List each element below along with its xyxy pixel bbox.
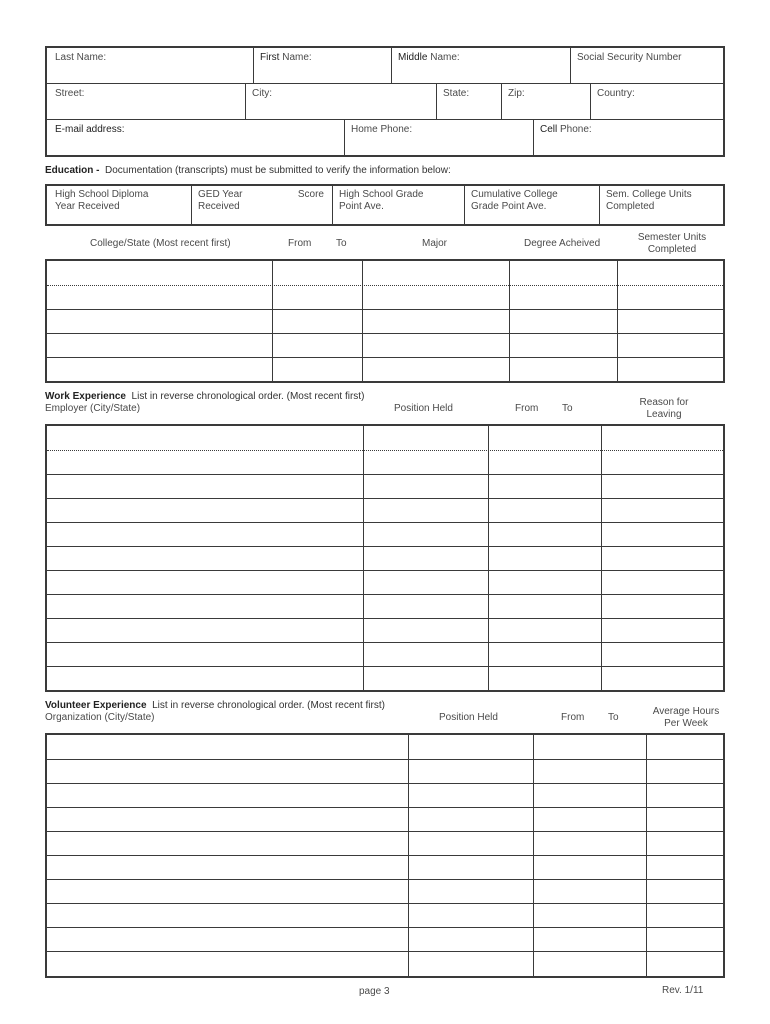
college-gpa-field[interactable] (465, 186, 599, 224)
table-row[interactable] (47, 904, 723, 927)
from-column-header: From (288, 238, 312, 249)
college-gpa-label: Cumulative College Grade Point Ave. (471, 189, 558, 212)
street-label: Street: (55, 88, 85, 99)
to-column-header: To (336, 238, 347, 249)
hours-column-header: Average Hours Per Week (652, 706, 720, 729)
last-name-label: Last Name: (55, 52, 107, 63)
from-column-header: From (515, 403, 539, 414)
table-row[interactable] (47, 310, 723, 333)
score-label: Score (297, 189, 324, 200)
table-row[interactable] (47, 547, 723, 570)
table-row[interactable] (47, 499, 723, 522)
table-row[interactable] (47, 832, 723, 855)
first-name-field[interactable] (254, 48, 391, 83)
home-phone-label: Home Phone: (351, 124, 413, 135)
table-row[interactable] (47, 475, 723, 498)
table-row[interactable] (47, 523, 723, 546)
email-label: E-mail address: (55, 124, 125, 135)
table-row[interactable] (47, 643, 723, 666)
table-row[interactable] (47, 760, 723, 783)
table-row[interactable] (47, 595, 723, 618)
degree-column-header: Degree Acheived (524, 238, 601, 249)
middle-name-label: Middle Name: (398, 52, 460, 63)
education-summary-box (45, 184, 725, 226)
table-row[interactable] (47, 451, 723, 474)
table-row[interactable] (47, 928, 723, 951)
volunteer-table (45, 733, 725, 978)
hs-diploma-label: High School Diploma Year Received (55, 189, 149, 212)
country-label: Country: (597, 88, 635, 99)
revision-label: Rev. 1/11 (662, 985, 704, 996)
page-number: page 3 (359, 986, 390, 997)
table-row[interactable] (47, 856, 723, 879)
ssn-label: Social Security Number (577, 52, 682, 63)
college-units-field[interactable] (600, 186, 723, 224)
table-row[interactable] (47, 808, 723, 831)
state-field[interactable] (437, 84, 501, 119)
volunteer-heading: Volunteer Experience List in reverse chronological order. (Most recent first) (45, 700, 385, 711)
ged-label: GED Year Received (198, 189, 243, 212)
hs-gpa-label: High School Grade Point Ave. (339, 189, 424, 212)
personal-info-box (45, 46, 725, 157)
state-label: State: (443, 88, 470, 99)
from-column-header: From (561, 712, 585, 723)
education-heading: Education - Documentation (transcripts) must be submitted to verify the information below: (45, 165, 451, 176)
ged-field[interactable] (192, 186, 332, 224)
position-column-header: Position Held (439, 712, 498, 723)
table-row[interactable] (47, 784, 723, 807)
organization-column-header: Organization (City/State) (45, 712, 155, 723)
college-units-label: Sem. College Units Completed (606, 189, 692, 212)
table-row[interactable] (47, 735, 723, 759)
table-row[interactable] (47, 261, 723, 285)
semester-units-column-header: Semester Units Completed (637, 232, 707, 255)
major-column-header: Major (422, 238, 448, 249)
cell-phone-label: Cell Phone: (540, 124, 592, 135)
table-row[interactable] (47, 358, 723, 381)
city-field[interactable] (246, 84, 436, 119)
home-phone-field[interactable] (345, 120, 533, 155)
work-heading: Work Experience List in reverse chronological order. (Most recent first) (45, 391, 365, 402)
email-field[interactable] (47, 120, 344, 155)
table-row[interactable] (47, 619, 723, 642)
table-row[interactable] (47, 426, 723, 450)
reason-column-header: Reason for Leaving (639, 397, 689, 420)
table-row[interactable] (47, 286, 723, 309)
table-row[interactable] (47, 880, 723, 903)
middle-name-field[interactable] (392, 48, 570, 83)
country-field[interactable] (591, 84, 723, 119)
table-row[interactable] (47, 667, 723, 690)
table-row[interactable] (47, 334, 723, 357)
zip-field[interactable] (502, 84, 590, 119)
table-row[interactable] (47, 952, 723, 976)
work-table (45, 424, 725, 692)
city-label: City: (252, 88, 272, 99)
street-field[interactable] (47, 84, 245, 119)
college-column-header: College/State (Most recent first) (90, 238, 231, 249)
hs-gpa-field[interactable] (333, 186, 464, 224)
cell-phone-field[interactable] (534, 120, 723, 155)
ssn-field[interactable] (571, 48, 723, 83)
employer-column-header: Employer (City/State) (45, 403, 141, 414)
position-column-header: Position Held (394, 403, 453, 414)
last-name-field[interactable] (47, 48, 253, 83)
table-row[interactable] (47, 571, 723, 594)
zip-label: Zip: (508, 88, 525, 99)
to-column-header: To (562, 403, 573, 414)
to-column-header: To (608, 712, 619, 723)
hs-diploma-field[interactable] (47, 186, 191, 224)
first-name-label: First Name: (260, 52, 312, 63)
education-table (45, 259, 725, 383)
